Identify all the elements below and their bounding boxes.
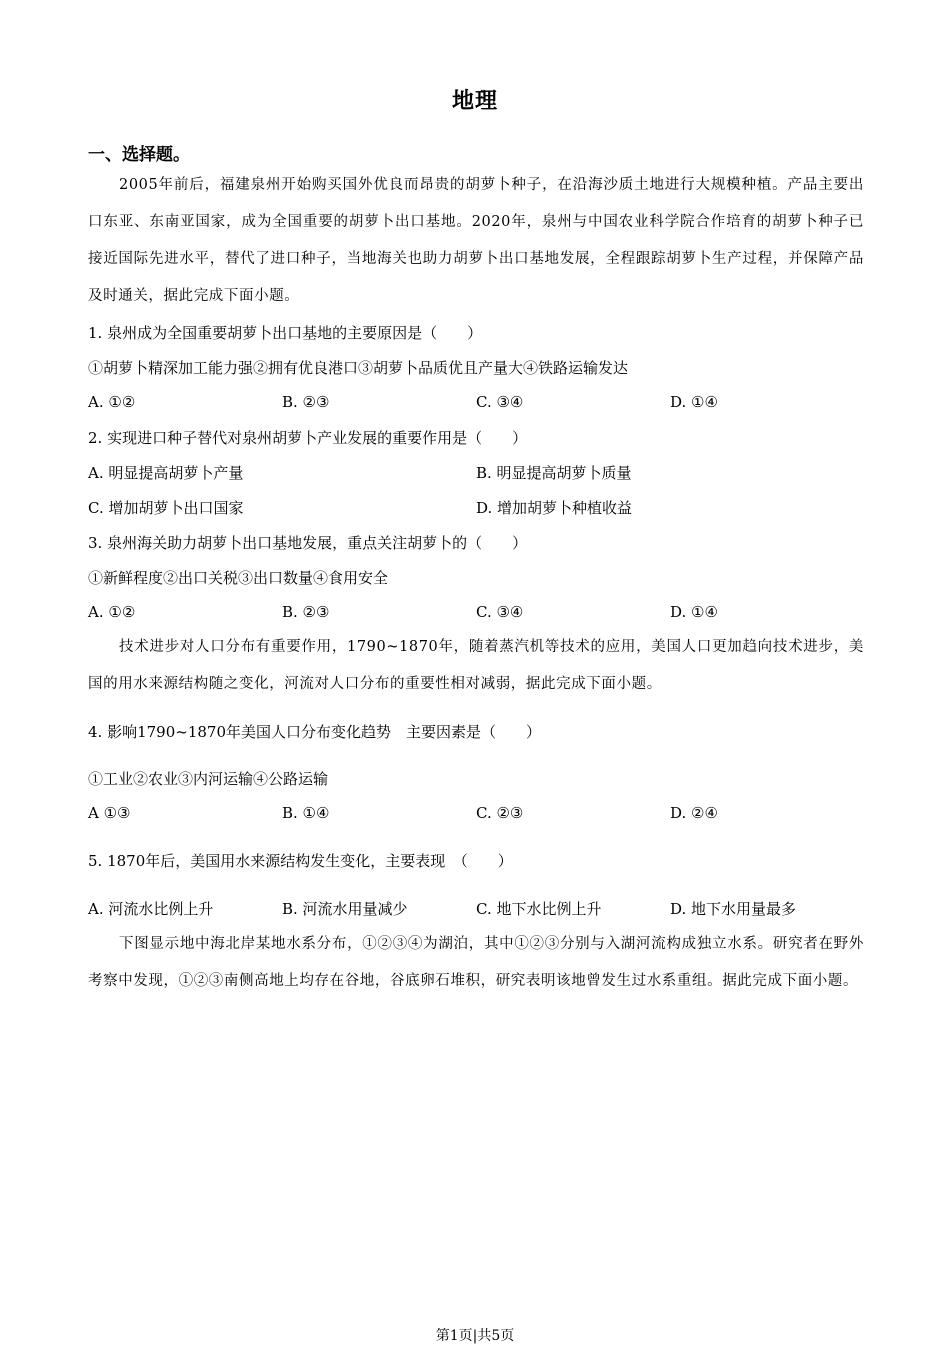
question-1-options [88, 391, 878, 413]
page-footer: 第1页|共5页 [435, 1328, 515, 1344]
question-5-options [88, 898, 878, 920]
question-4-option-b[interactable]: B. ①④ [282, 804, 330, 822]
page-title: 地理 [451, 89, 498, 114]
question-1-option-c[interactable]: C. ③④ [476, 393, 524, 411]
question-3-stem: 3. 泉州海关助力胡萝卜出口基地发展，重点关注胡萝卜的（ ） [88, 534, 528, 552]
question-4-option-a[interactable]: A ①③ [88, 804, 131, 822]
question-1-option-d[interactable]: D. ①④ [670, 393, 718, 411]
question-4-option-c[interactable]: C. ②③ [476, 804, 524, 822]
question-2-option-d[interactable]: D. 增加胡萝卜种植收益 [476, 499, 633, 517]
question-3-option-c[interactable]: C. ③④ [476, 603, 524, 621]
question-2-stem: 2. 实现进口种子替代对泉州胡萝卜产业发展的重要作用是（ ） [88, 429, 528, 447]
question-2-options-row-2 [88, 497, 878, 519]
intro-paragraph-2: 技术进步对人口分布有重要作用，1790~1870年，随着蒸汽机等技术的应用，美国人口更加趋向技术进步，美国的用水来源结构随之变化，河流对人口分布的重要性相对减弱，据此完成下面小题。 [88, 639, 864, 692]
section-heading: 一、选择题。 [88, 145, 190, 165]
question-3-option-d[interactable]: D. ①④ [670, 603, 718, 621]
question-2-option-c[interactable]: C. 增加胡萝卜出口国家 [88, 499, 244, 517]
question-3-choices: ①新鲜程度②出口关税③出口数量④食用安全 [88, 569, 389, 587]
question-3-option-b[interactable]: B. ②③ [282, 603, 330, 621]
question-1-stem: 1. 泉州成为全国重要胡萝卜出口基地的主要原因是（ ） [88, 324, 483, 342]
question-3-options [88, 601, 878, 623]
question-5-option-d[interactable]: D. 地下水用量最多 [670, 900, 797, 918]
intro-paragraph-1: 2005年前后，福建泉州开始购买国外优良而昂贵的胡萝卜种子，在沿海沙质土地进行大规模种植。产品主要出口东亚、东南亚国家，成为全国重要的胡萝卜出口基地。2020年，泉州与中国农业科学院合作培育的胡萝卜种子已接近国际先进水平，替代了进口种子，当地海关也助力胡萝卜出口基地发展，全程跟踪胡萝卜生产过程，并保障产品及时通关，据此完成下面小题。 [88, 177, 864, 304]
question-5-stem: 5. 1870年后，美国用水来源结构发生变化，主要表现 （ ） [88, 852, 513, 870]
question-1-option-b[interactable]: B. ②③ [282, 393, 330, 411]
question-2-option-b[interactable]: B. 明显提高胡萝卜质量 [476, 464, 632, 482]
question-5-option-a[interactable]: A. 河流水比例上升 [88, 900, 214, 918]
question-1-option-a[interactable]: A. ①② [88, 393, 136, 411]
question-4-options [88, 802, 878, 824]
question-3-option-a[interactable]: A. ①② [88, 603, 136, 621]
question-2-option-a[interactable]: A. 明显提高胡萝卜产量 [88, 464, 244, 482]
question-4-option-d[interactable]: D. ②④ [670, 804, 718, 822]
question-4-stem: 4. 影响1790~1870年美国人口分布变化趋势 主要因素是（ ） [88, 723, 541, 741]
question-4-choices: ①工业②农业③内河运输④公路运输 [88, 770, 329, 788]
question-1-choices: ①胡萝卜精深加工能力强②拥有优良港口③胡萝卜品质优且产量大④铁路运输发达 [88, 359, 629, 377]
question-2-options-row-1 [88, 462, 878, 484]
intro-paragraph-3: 下图显示地中海北岸某地水系分布，①②③④为湖泊，其中①②③分别与入湖河流构成独立水系。研究者在野外考察中发现，①②③南侧高地上均存在谷地，谷底卵石堆积，研究表明该地曾发生过水系重组。据此完成下面小题。 [88, 936, 864, 989]
question-5-option-c[interactable]: C. 地下水比例上升 [476, 900, 602, 918]
question-5-option-b[interactable]: B. 河流水用量减少 [282, 900, 408, 918]
